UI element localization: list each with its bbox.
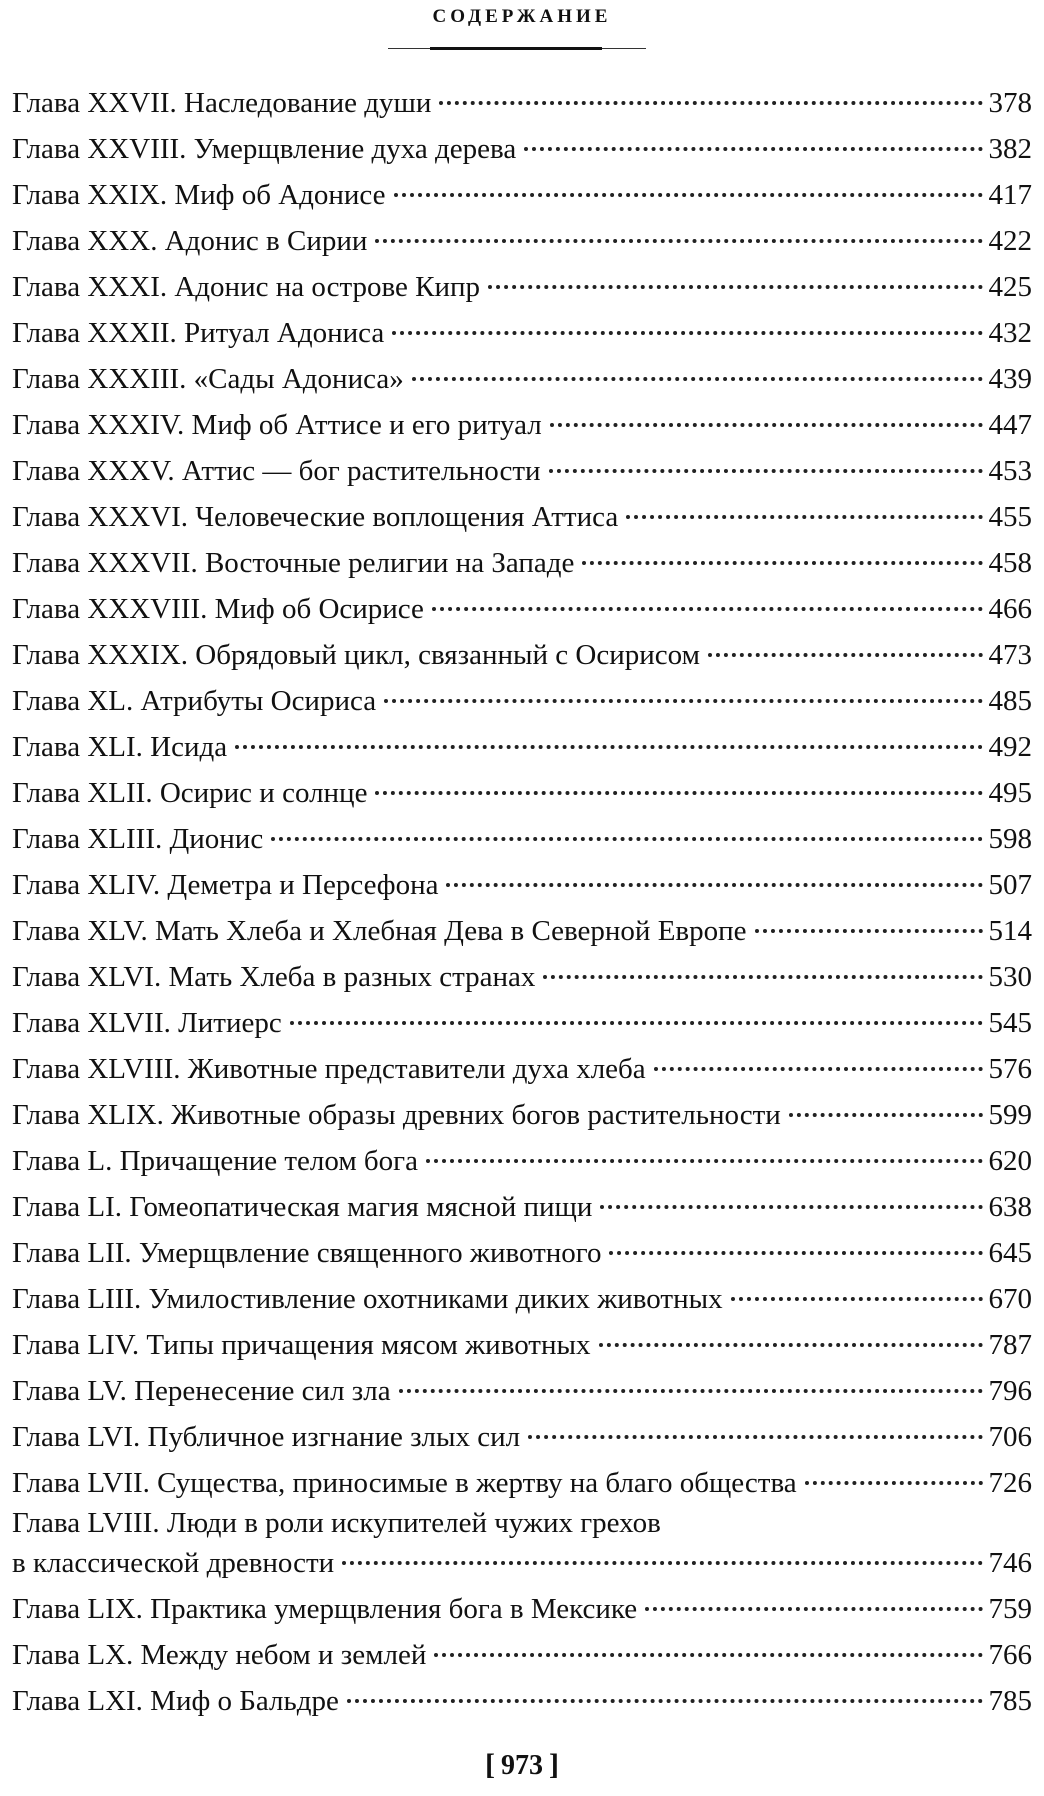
- toc-entry: [12, 448, 1032, 494]
- toc-entry-page: 439: [988, 363, 1032, 395]
- toc-entry-line: [12, 954, 1032, 1000]
- toc-entry: [12, 218, 1032, 264]
- dot-leader: [384, 699, 982, 703]
- toc-entry-page: 422: [988, 225, 1032, 257]
- dot-leader: [582, 561, 982, 565]
- toc-entry-page: 492: [988, 731, 1032, 763]
- toc-entry-line: [12, 724, 1032, 770]
- toc-entry-title-line1: Глава LVIII. Люди в роли искупителей чужих грехов: [12, 1507, 661, 1539]
- toc-entry-line: [12, 1322, 1032, 1368]
- toc-entry-title: Глава XLIII. Дионис: [12, 823, 264, 855]
- running-header: СОДЕРЖАНИЕ: [432, 6, 612, 27]
- dot-leader: [599, 1343, 983, 1347]
- toc-entry-title: Глава LIX. Практика умерщвления бога в Мексике: [12, 1593, 638, 1625]
- dot-leader: [488, 285, 983, 289]
- toc-entry: [12, 1276, 1032, 1322]
- toc-entry: [12, 1092, 1032, 1138]
- toc-entry-title: Глава XXXI. Адонис на острове Кипр: [12, 271, 480, 303]
- toc-entry: [12, 1632, 1032, 1678]
- toc-entry-line: [12, 1460, 1032, 1506]
- toc-entry-title: Глава L. Причащение телом бога: [12, 1145, 418, 1177]
- toc-entry-title: Глава XXVIII. Умерщвление духа дерева: [12, 133, 517, 165]
- toc-entry-page: 530: [988, 961, 1032, 993]
- toc-entry: [12, 586, 1032, 632]
- toc-entry: [12, 1414, 1032, 1460]
- toc-entry-title: Глава XLIV. Деметра и Персефона: [12, 869, 439, 901]
- toc-entry-line: [12, 586, 1032, 632]
- toc-entry-title: Глава XXXII. Ритуал Адониса: [12, 317, 385, 349]
- dot-leader: [654, 1067, 983, 1071]
- toc-entry-page: 432: [988, 317, 1032, 349]
- toc-entry-line: [12, 1276, 1032, 1322]
- page-number-footer: [0, 1748, 1044, 1782]
- dot-leader: [271, 837, 982, 841]
- toc-entry-line: [12, 1138, 1032, 1184]
- toc-entry-page: 473: [988, 639, 1032, 671]
- toc-entry: [12, 126, 1032, 172]
- toc-entry-title: Глава LIV. Типы причащения мясом животных: [12, 1329, 591, 1361]
- toc-entry-title: Глава LVI. Публичное изгнание злых сил: [12, 1421, 521, 1453]
- toc-entry-line: [12, 1586, 1032, 1632]
- toc-entry-page: 453: [988, 455, 1032, 487]
- toc-entry-page: 598: [988, 823, 1032, 855]
- toc-entry: [12, 1184, 1032, 1230]
- toc-entry-title: Глава LV. Перенесение сил зла: [12, 1375, 391, 1407]
- dot-leader: [375, 791, 982, 795]
- dot-leader: [600, 1205, 982, 1209]
- toc-entry-page: 785: [988, 1685, 1032, 1717]
- toc-entry-title: Глава XLVII. Литиерс: [12, 1007, 282, 1039]
- toc-entry-page: 620: [988, 1145, 1032, 1177]
- toc-entry-page: 545: [988, 1007, 1032, 1039]
- toc-entry-title: Глава XXIX. Миф об Адонисе: [12, 179, 386, 211]
- toc-entry-line: [12, 1184, 1032, 1230]
- toc-entry: [12, 540, 1032, 586]
- toc-entry: [12, 678, 1032, 724]
- toc-entry-line: [12, 448, 1032, 494]
- dot-leader: [543, 975, 982, 979]
- toc-entry: [12, 954, 1032, 1000]
- toc-entry-page: 787: [988, 1329, 1032, 1361]
- dot-leader: [432, 607, 983, 611]
- dot-leader: [394, 193, 983, 197]
- toc-entry-page: 495: [988, 777, 1032, 809]
- toc-entry-page: 425: [988, 271, 1032, 303]
- toc-entry-title: Глава XXXV. Аттис — бог растительности: [12, 455, 541, 487]
- toc-entry-page: 746: [988, 1547, 1032, 1579]
- toc-entry-line: [12, 80, 1032, 126]
- toc-entry-line: [12, 1046, 1032, 1092]
- dot-leader: [375, 239, 982, 243]
- toc-entry: [12, 724, 1032, 770]
- toc-entry-line: [12, 310, 1032, 356]
- toc-entry: [12, 770, 1032, 816]
- toc-entry-line: [12, 218, 1032, 264]
- toc-entry-line: [12, 264, 1032, 310]
- toc-entry-page: 726: [988, 1467, 1032, 1499]
- toc-entry-page: 759: [988, 1593, 1032, 1625]
- toc-entry: [12, 862, 1032, 908]
- footer-open-bracket: [: [485, 1748, 495, 1781]
- toc-entry: [12, 1678, 1032, 1724]
- toc-entry-page: 670: [988, 1283, 1032, 1315]
- dot-leader: [342, 1561, 982, 1565]
- toc-entry-page: 485: [988, 685, 1032, 717]
- toc-entry-page: 378: [988, 87, 1032, 119]
- toc-entry-line: [12, 908, 1032, 954]
- toc-entry: [12, 1230, 1032, 1276]
- toc-entry-title: Глава LXI. Миф о Бальдре: [12, 1685, 339, 1717]
- dot-leader: [290, 1021, 983, 1025]
- toc-entry: [12, 1322, 1032, 1368]
- dot-leader: [645, 1607, 982, 1611]
- toc-entry-title: Глава XL. Атрибуты Осириса: [12, 685, 377, 717]
- dot-leader: [789, 1113, 983, 1117]
- toc-entry: [12, 356, 1032, 402]
- toc-entry-line: [12, 770, 1032, 816]
- dot-leader: [528, 1435, 982, 1439]
- toc-entry: [12, 494, 1032, 540]
- toc-entry-line: [12, 1000, 1032, 1046]
- toc-entry-line: [12, 862, 1032, 908]
- toc-entry-line: [12, 1540, 1032, 1586]
- dot-leader: [755, 929, 983, 933]
- dot-leader: [549, 469, 983, 473]
- toc-entry-line: [12, 540, 1032, 586]
- toc-entry-title: Глава XLVI. Мать Хлеба в разных странах: [12, 961, 536, 993]
- toc-entry-line: [12, 402, 1032, 448]
- toc-entry-title: Глава XLII. Осирис и солнце: [12, 777, 368, 809]
- toc-entry-page: 455: [988, 501, 1032, 533]
- toc-entry-page: 766: [988, 1639, 1032, 1671]
- toc-entry-line: [12, 816, 1032, 862]
- toc-entry: [12, 816, 1032, 862]
- toc-entry-title: Глава XXXVII. Восточные религии на Западе: [12, 547, 575, 579]
- dot-leader: [347, 1699, 983, 1703]
- toc-entry-page: 638: [988, 1191, 1032, 1223]
- toc-entry: [12, 172, 1032, 218]
- toc-entry-page: 706: [988, 1421, 1032, 1453]
- toc-entry-page: 458: [988, 547, 1032, 579]
- toc-entry: [12, 1368, 1032, 1414]
- toc-entry-title: Глава XXXVI. Человеческие воплощения Аттиса: [12, 501, 619, 533]
- toc-entry: [12, 632, 1032, 678]
- toc-entry-page: 796: [988, 1375, 1032, 1407]
- toc-entry-title: Глава XXX. Адонис в Сирии: [12, 225, 368, 257]
- dot-leader: [439, 101, 982, 105]
- toc-entry: [12, 908, 1032, 954]
- toc-entry: [12, 1506, 1032, 1586]
- toc-entry-title: Глава XLV. Мать Хлеба и Хлебная Дева в Северной Европе: [12, 915, 747, 947]
- toc-entry-page: 576: [988, 1053, 1032, 1085]
- toc-entry-line: [12, 1092, 1032, 1138]
- toc-entry: [12, 1000, 1032, 1046]
- toc-entry-title: в классической древности: [12, 1547, 335, 1579]
- toc-entry-line: [12, 1678, 1032, 1724]
- toc-entry-page: 466: [988, 593, 1032, 625]
- toc-entry-page: 645: [988, 1237, 1032, 1269]
- dot-leader: [434, 1653, 982, 1657]
- toc-entry-line: [12, 632, 1032, 678]
- dot-leader: [399, 1389, 983, 1393]
- toc-entry-page: 447: [988, 409, 1032, 441]
- toc-entry-page: 507: [988, 869, 1032, 901]
- toc-entry-title: Глава XXXIII. «Сады Адониса»: [12, 363, 404, 395]
- dot-leader: [412, 377, 983, 381]
- toc-entry-line: [12, 494, 1032, 540]
- toc-entry-line: [12, 126, 1032, 172]
- toc-entry-title: Глава XXXIV. Миф об Аттисе и его ритуал: [12, 409, 542, 441]
- toc-entry-title: Глава LII. Умерщвление священного животного: [12, 1237, 602, 1269]
- toc-entry-page: 382: [988, 133, 1032, 165]
- footer-close-bracket: ]: [549, 1748, 559, 1781]
- toc-entry-title: Глава XLIX. Животные образы древних богов растительности: [12, 1099, 781, 1131]
- toc-entry-line: [12, 172, 1032, 218]
- toc-entry-page: 417: [988, 179, 1032, 211]
- dot-leader: [626, 515, 982, 519]
- toc-entry-title: Глава XXXIX. Обрядовый цикл, связанный с Осирисом: [12, 639, 700, 671]
- toc-entry: [12, 80, 1032, 126]
- toc-entry-title: Глава LIII. Умилостивление охотниками диких животных: [12, 1283, 723, 1315]
- toc-entry-title: Глава XLVIII. Животные представители духа хлеба: [12, 1053, 646, 1085]
- toc-entry-page: 599: [988, 1099, 1032, 1131]
- toc-entry: [12, 1046, 1032, 1092]
- dot-leader: [524, 147, 982, 151]
- toc-entry-title: Глава XLI. Исида: [12, 731, 228, 763]
- toc-entry-line: [12, 1368, 1032, 1414]
- dot-leader: [392, 331, 982, 335]
- toc-entry-line: [12, 678, 1032, 724]
- toc-entry-line: [12, 1632, 1032, 1678]
- dot-leader: [550, 423, 983, 427]
- dot-leader: [805, 1481, 983, 1485]
- table-of-contents: [12, 80, 1032, 1724]
- dot-leader: [708, 653, 983, 657]
- toc-entry: [12, 1586, 1032, 1632]
- dot-leader: [609, 1251, 982, 1255]
- toc-entry-page: 514: [988, 915, 1032, 947]
- toc-entry: [12, 310, 1032, 356]
- toc-entry-title: Глава LI. Гомеопатическая магия мясной пищи: [12, 1191, 593, 1223]
- toc-entry-line: [12, 1414, 1032, 1460]
- toc-entry: [12, 1460, 1032, 1506]
- header-rule-accent: [430, 47, 602, 50]
- dot-leader: [731, 1297, 983, 1301]
- toc-entry-title: Глава LVII. Существа, приносимые в жертву на благо общества: [12, 1467, 797, 1499]
- dot-leader: [235, 745, 982, 749]
- page-number: 973: [501, 1750, 543, 1781]
- toc-entry-title: Глава LX. Между небом и землей: [12, 1639, 427, 1671]
- toc-entry-line: [12, 356, 1032, 402]
- toc-entry-line: [12, 1230, 1032, 1276]
- dot-leader: [426, 1159, 983, 1163]
- toc-entry: [12, 264, 1032, 310]
- dot-leader: [446, 883, 982, 887]
- toc-entry-title: Глава XXVII. Наследование души: [12, 87, 432, 119]
- toc-entry-title: Глава XXXVIII. Миф об Осирисе: [12, 593, 424, 625]
- toc-entry: [12, 1138, 1032, 1184]
- toc-entry: [12, 402, 1032, 448]
